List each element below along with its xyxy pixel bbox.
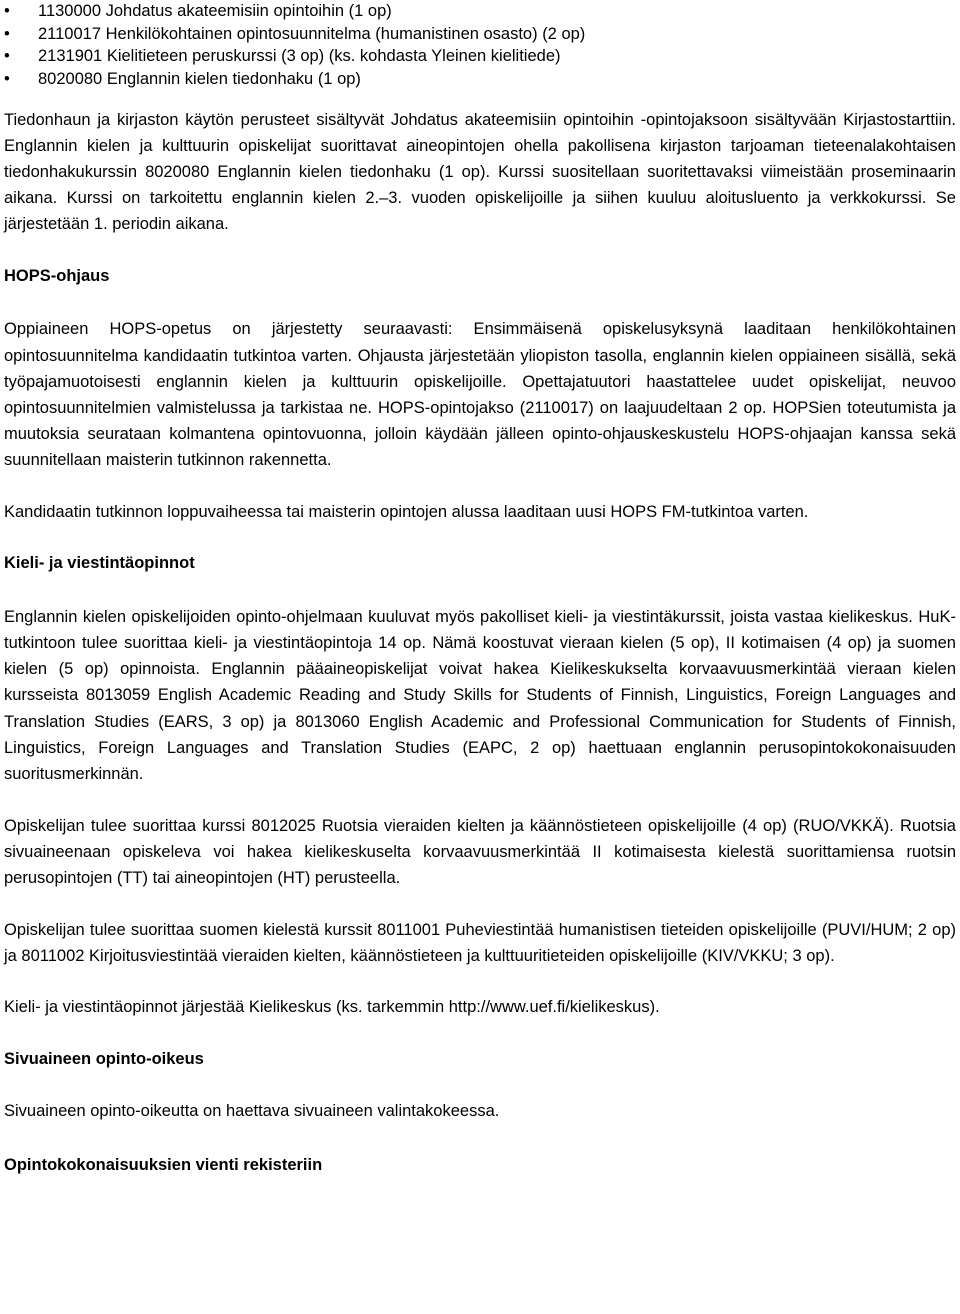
heading-vienti: Opintokokonaisuuksien vienti rekisteriin — [4, 1156, 323, 1175]
paragraph-tiedonhaku: Tiedonhaun ja kirjaston käytön perusteet sisältyvät Johdatus akateemisiin opintoihin -opintojaksoon sisältyvään Kirjastostarttiin. Englannin kielen ja kulttuurin opiskelijat suorittavat aineopintojen ohella pakollisena kirjaston tarjoaman tieteenalakohtaisen tiedonhakukurssin 8020080 Englannin kielen tiedonhaku (1 op). Kurssi suositellaan suoritettavaksi viimeistään proseminaarin aikana. Kurssi on tarkoitettu englannin kielen 2.–3. vuoden opiskelijoille ja siihen kuuluu aloitusluento ja verkkokurssi. Se järjestetään 1. periodin aikana. — [4, 111, 956, 234]
list-item-text: 8020080 Englannin kielen tiedonhaku (1 op) — [38, 69, 361, 88]
list-item — [4, 68, 956, 91]
list-item-text: 2110017 Henkilökohtainen opintosuunnitelma (humanistinen osasto) (2 op) — [38, 24, 586, 43]
heading-sivuaine: Sivuaineen opinto-oikeus — [4, 1050, 204, 1069]
list-item-text: 1130000 Johdatus akateemisiin opintoihin (1 op) — [38, 2, 392, 20]
list-item — [4, 23, 956, 46]
bullet-icon: • — [4, 24, 10, 43]
paragraph-kandidaatti: Kandidaatin tutkinnon loppuvaiheessa tai maisterin opintojen alussa laaditaan uusi HOPS FM-tutkintoa varten. — [4, 503, 809, 522]
bullet-icon: • — [4, 2, 10, 20]
paragraph-kieli: Englannin kielen opiskelijoiden opinto-ohjelmaan kuuluvat myös pakolliset kieli- ja viestintäkurssit, joista vastaa kielikeskus. HuK-tutkintoon tulee suorittaa kieli- ja viestintäopintoja 14 op. Nämä koostuvat vieraan kielen (5 op), II kotimaisen (4 op) ja suomen kielen (5 op) opinnoista. Englannin pääaineopiskelijat voivat hakea Kielikeskukselta korvaavuusmerkintää vieraan kielen kursseista 8013059 English Academic Reading and Study Skills for Students of Finnish, Linguistics, Foreign Languages and Translation Studies (EARS, 3 op) ja 8013060 English Academic and Professional Communication for Students of Finnish, Linguistics, Foreign Languages and Translation Studies (EAPC, 2 op) haettuaan englannin perusopintokokonaisuuden suoritusmerkinnän. — [4, 608, 956, 783]
paragraph-ruotsi: Opiskelijan tulee suorittaa kurssi 8012025 Ruotsia vieraiden kielten ja käännöstieteen opiskelijoille (4 op) (RUO/VKKÄ). Ruotsia sivuaineenaan opiskeleva voi hakea kielikeskuselta korvaavuusmerkintää II kotimaisesta kielestä suorittamiensa ruotsin perusopintojen (TT) tai aineopintojen (HT) perusteella. — [4, 816, 956, 887]
paragraph-hops: Oppiaineen HOPS-opetus on järjestetty seuraavasti: Ensimmäisenä opiskelusyksynä laaditaan henkilökohtainen opintosuunnitelma kandidaatin tutkintoa varten. Ohjausta järjestetään yliopiston tasolla, englannin kielen oppiaineen sisällä, sekä työpajamuotoisesti englannin kielen ja kulttuurin opiskelijoille. Opettajatuutori haastattelee uudet opiskelijat, neuvoo opintosuunnitelmien valmistelussa ja tarkistaa ne. HOPS-opintojakso (2110017) on laajuudeltaan 2 op. HOPSien toteutumista ja muutoksia seurataan kolmantena opintovuonna, jolloin käydään jälleen opinto-ohjauskeskustelu HOPS-ohjaajan kanssa sekä suunnitellaan maisterin tutkinnon rakennetta. — [4, 320, 956, 469]
list-item-text: 2131901 Kielitieteen peruskurssi (3 op) (ks. kohdasta Yleinen kielitiede) — [38, 47, 561, 65]
paragraph-sivuaine: Sivuaineen opinto-oikeutta on haettava sivuaineen valintakokeessa. — [4, 1102, 500, 1121]
bullet-icon: • — [4, 69, 10, 88]
list-item — [4, 0, 956, 23]
heading-kieli: Kieli- ja viestintäopinnot — [4, 554, 195, 573]
paragraph-kielikeskus: Kieli- ja viestintäopinnot järjestää Kielikeskus (ks. tarkemmin http://www.uef.fi/kielikeskus). — [4, 998, 660, 1017]
document-page — [4, 0, 956, 1178]
course-bullet-list — [4, 0, 956, 90]
bullet-icon: • — [4, 47, 10, 65]
list-item — [4, 45, 956, 68]
paragraph-suomi: Opiskelijan tulee suorittaa suomen kielestä kurssit 8011001 Puheviestintää humanistisen tieteiden opiskelijoille (PUVI/HUM; 2 op) ja 8011002 Kirjoitusviestintää vieraiden kielten, käännöstieteen ja kulttuuritieteiden opiskelijoille (KIV/VKKU; 3 op). — [4, 921, 956, 966]
heading-hops: HOPS-ohjaus — [4, 267, 110, 286]
